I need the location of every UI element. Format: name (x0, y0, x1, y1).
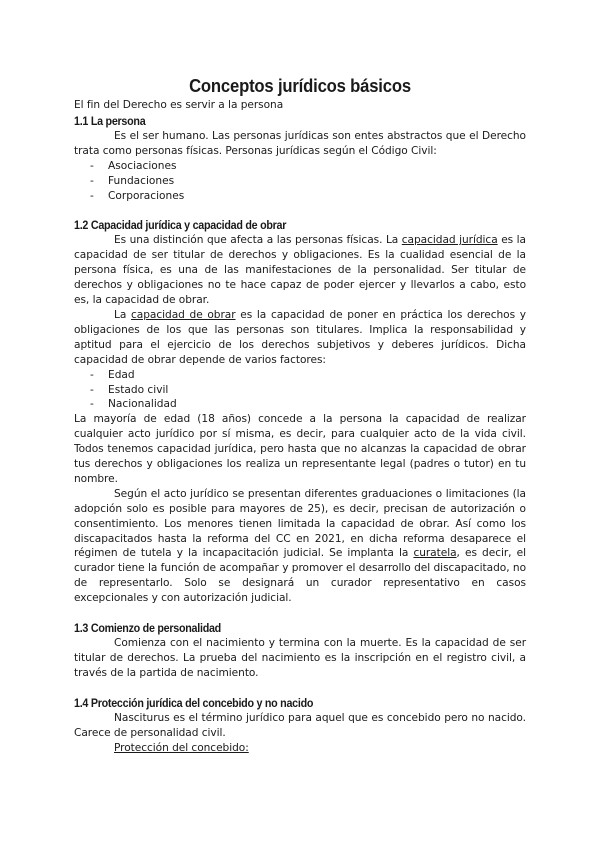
paragraph: La mayoría de edad (18 años) concede a la persona la capacidad de realizar cualquier acto jurídico por sí misma, es decir, para cualquier acto de la vida civil. Todos tenemos capacidad jurídica, pero hasta que no alcanzas la capacidad de obrar tus derechos y obligaciones los realiza un representante legal (padres o tutor) en tu nombre. (74, 413, 526, 485)
section-heading-persona: 1.1 La persona (74, 113, 146, 128)
paragraph: Es una distinción que afecta a las personas físicas. La capacidad jurídica es la capacidad de ser titular de derechos y obligaciones. Es la cualidad esencial de la persona física, es una de las manifestaciones de la personalidad. Ser titular de derechos y obligaciones no te hace capaz de poder ejercer y llevarlos a cabo, esto es, la capacidad de obrar. (74, 234, 526, 307)
paragraph: Comienza con el nacimiento y termina con la muerte. Es la capacidad de ser titular de derechos. La prueba del nacimiento es la inscripción en el registro civil, a través de la partida de nacimiento. (74, 637, 526, 679)
paragraph: Nasciturus es el término jurídico para aquel que es concebido pero no nacido. Carece de personalidad civil. (74, 711, 526, 739)
list-item: - Fundaciones (90, 174, 175, 187)
list-item: - Edad (90, 368, 135, 381)
subheading-underlined: Protección del concebido: (114, 741, 249, 754)
section-heading-comienzo: 1.3 Comienzo de personalidad (74, 621, 221, 636)
paragraph: Según el acto jurídico se presentan diferentes graduaciones o limitaciones (la adopción solo es posible para mayores de 25), es decir, precisan de autorización o consentimiento. Los menores tienen limitada la capacidad de obrar. Así como los discapacitados hasta la reforma del CC en 2021, en dicha reforma desaparece el régimen de tutela y la incapacitación judicial. Se implanta la curatela, es decir, el curador tiene la función de acompañar y promover el desarrollo del discapacitado, no de representarlo. Solo se designará un curador representativo en casos excepcionales y con autorización judicial. (74, 487, 526, 605)
list-item: - Nacionalidad (90, 398, 177, 411)
bullet-list (74, 159, 526, 204)
paragraph: La capacidad de obrar es la capacidad de poner en práctica los derechos y obligaciones de los que las personas son titulares. Implica la responsabilidad y aptitud para el ejercicio de los derechos subjetivos y deberes jurídicos. Dicha capacidad de obrar depende de varios factores: (74, 308, 526, 366)
bullet-list (74, 368, 526, 413)
paragraph: Es el ser humano. Las personas jurídicas son entes abstractos que el Derecho trata como personas físicas. Personas jurídicas según el Código Civil: (74, 129, 526, 157)
underlined-term: curatela (413, 547, 457, 560)
list-item: - Estado civil (90, 383, 169, 396)
list-item: - Asociaciones (90, 159, 177, 172)
document-page (74, 74, 526, 756)
intro-text: El fin del Derecho es servir a la persona (74, 99, 284, 111)
document-title: Conceptos jurídicos básicos (189, 75, 411, 96)
list-item: - Corporaciones (90, 189, 185, 202)
underlined-term: capacidad jurídica (401, 234, 498, 247)
underlined-term: capacidad de obrar (131, 308, 236, 321)
section-heading-capacidad: 1.2 Capacidad jurídica y capacidad de obrar (74, 218, 287, 233)
section-heading-proteccion: 1.4 Protección jurídica del concebido y no nacido (74, 695, 314, 710)
